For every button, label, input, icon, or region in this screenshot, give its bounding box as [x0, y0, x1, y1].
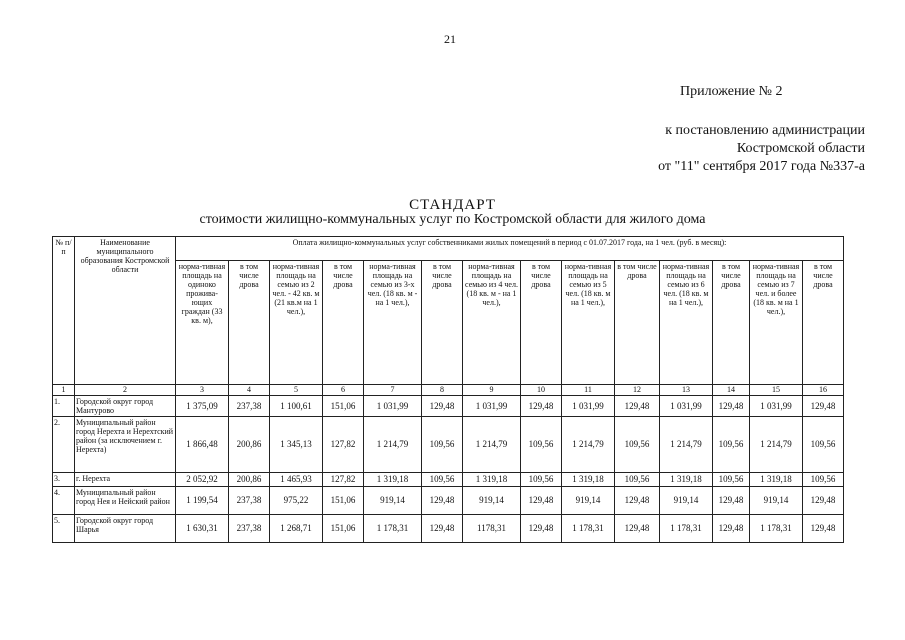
- subheader-cell: в том числе дрова: [521, 261, 562, 385]
- subheader-cell: норма-тивная площадь на семью из 7 чел. и более (18 кв. м на 1 чел.),: [750, 261, 803, 385]
- value-cell: 129,48: [713, 396, 750, 417]
- value-cell: 1 214,79: [364, 417, 422, 473]
- value-cell: 1 100,61: [270, 396, 323, 417]
- subheader-cell: норма-тивная площадь на одиноко прожива-ющих граждан (33 кв. м),: [176, 261, 229, 385]
- document-subtitle: стоимости жилищно-коммунальных услуг по Костромской области для жилого дома: [199, 212, 706, 227]
- value-cell: 129,48: [615, 515, 660, 543]
- value-cell: 237,38: [229, 487, 270, 515]
- row-number: 2.: [53, 417, 75, 473]
- value-cell: 1 866,48: [176, 417, 229, 473]
- row-number: 5.: [53, 515, 75, 543]
- value-cell: 1178,31: [463, 515, 521, 543]
- value-cell: 151,06: [323, 487, 364, 515]
- subheader-cell: норма-тивная площадь на семью из 5 чел. (18 кв. м на 1 чел.),: [562, 261, 615, 385]
- value-cell: 109,56: [803, 417, 844, 473]
- value-cell: 919,14: [660, 487, 713, 515]
- row-number: 3.: [53, 473, 75, 487]
- table-row: [53, 417, 844, 473]
- value-cell: 1 630,31: [176, 515, 229, 543]
- page-number: 21: [444, 32, 456, 46]
- municipality-name: Муниципальный район город Нерехта и Нерехтский район (за исключением г. Нерехта): [75, 417, 176, 473]
- subheader-cell: норма-тивная площадь на семью из 2 чел. - 42 кв. м (21 кв.м на 1 чел.),: [270, 261, 323, 385]
- value-cell: 151,06: [323, 396, 364, 417]
- value-cell: 129,48: [803, 515, 844, 543]
- subheader-cell: норма-тивная площадь на семью из 4 чел. (18 кв. м - на 1 чел.),: [463, 261, 521, 385]
- value-cell: 127,82: [323, 417, 364, 473]
- value-cell: 1 319,18: [562, 473, 615, 487]
- subheader-cell: в том числе дрова: [713, 261, 750, 385]
- value-cell: 109,56: [615, 473, 660, 487]
- column-number-cell: 9: [463, 385, 521, 396]
- table-row: [53, 473, 844, 487]
- value-cell: 1 031,99: [750, 396, 803, 417]
- table-row: [53, 396, 844, 417]
- row-number: 1.: [53, 396, 75, 417]
- table-row: [53, 487, 844, 515]
- value-cell: 1 214,79: [562, 417, 615, 473]
- decree-line-2: Костромской области: [736, 141, 865, 156]
- value-cell: 2 052,92: [176, 473, 229, 487]
- value-cell: 129,48: [713, 515, 750, 543]
- column-number-cell: 2: [75, 385, 176, 396]
- value-cell: 1 178,31: [562, 515, 615, 543]
- row-number: 4.: [53, 487, 75, 515]
- appendix-heading: Приложение № 2: [680, 84, 783, 99]
- value-cell: 1 214,79: [750, 417, 803, 473]
- value-cell: 919,14: [463, 487, 521, 515]
- header-payment-period: Оплата жилищно-коммунальных услуг собственниками жилых помещений в период с 01.07.2017 года, на 1 чел. (руб. в месяц):: [176, 237, 844, 261]
- column-number-cell: 8: [422, 385, 463, 396]
- value-cell: 1 319,18: [750, 473, 803, 487]
- value-cell: 109,56: [521, 417, 562, 473]
- value-cell: 1 178,31: [364, 515, 422, 543]
- value-cell: 1 031,99: [364, 396, 422, 417]
- value-cell: 1 178,31: [750, 515, 803, 543]
- value-cell: 129,48: [422, 487, 463, 515]
- value-cell: 129,48: [521, 396, 562, 417]
- value-cell: 1 319,18: [364, 473, 422, 487]
- value-cell: 919,14: [562, 487, 615, 515]
- subheader-cell: норма-тивная площадь на семью из 3-х чел. (18 кв. м - на 1 чел.),: [364, 261, 422, 385]
- subheader-cell: в том числе дрова: [615, 261, 660, 385]
- column-number-cell: 7: [364, 385, 422, 396]
- decree-line-3: от "11" сентября 2017 года №337-а: [658, 159, 865, 174]
- value-cell: 1 199,54: [176, 487, 229, 515]
- value-cell: 1 319,18: [660, 473, 713, 487]
- column-number-cell: 15: [750, 385, 803, 396]
- column-number-cell: 10: [521, 385, 562, 396]
- cost-standard-table: [52, 236, 844, 543]
- municipality-name: Муниципальный район город Нея и Нейский район: [75, 487, 176, 515]
- value-cell: 109,56: [422, 473, 463, 487]
- decree-line-1: к постановлению администрации: [665, 123, 865, 138]
- column-number-cell: 4: [229, 385, 270, 396]
- column-number-cell: 14: [713, 385, 750, 396]
- value-cell: 200,86: [229, 473, 270, 487]
- subheader-cell: в том числе дрова: [422, 261, 463, 385]
- column-number-cell: 6: [323, 385, 364, 396]
- column-number-cell: 11: [562, 385, 615, 396]
- value-cell: 109,56: [803, 473, 844, 487]
- value-cell: 1 268,71: [270, 515, 323, 543]
- municipality-name: г. Нерехта: [75, 473, 176, 487]
- value-cell: 129,48: [615, 487, 660, 515]
- value-cell: 1 031,99: [562, 396, 615, 417]
- value-cell: 129,48: [521, 487, 562, 515]
- document-title: СТАНДАРТ: [409, 197, 496, 213]
- value-cell: 129,48: [713, 487, 750, 515]
- value-cell: 129,48: [803, 396, 844, 417]
- value-cell: 919,14: [750, 487, 803, 515]
- value-cell: 109,56: [615, 417, 660, 473]
- value-cell: 109,56: [521, 473, 562, 487]
- value-cell: 109,56: [713, 473, 750, 487]
- municipality-name: Городской округ город Мантурово: [75, 396, 176, 417]
- column-number-cell: 13: [660, 385, 713, 396]
- value-cell: 129,48: [422, 515, 463, 543]
- subheader-cell: в том числе дрова: [803, 261, 844, 385]
- decree-reference: [565, 122, 865, 176]
- value-cell: 1 178,31: [660, 515, 713, 543]
- column-number-cell: 16: [803, 385, 844, 396]
- value-cell: 1 214,79: [463, 417, 521, 473]
- column-number-cell: 1: [53, 385, 75, 396]
- value-cell: 129,48: [803, 487, 844, 515]
- value-cell: 200,86: [229, 417, 270, 473]
- subheader-cell: в том числе дрова: [229, 261, 270, 385]
- value-cell: 1 319,18: [463, 473, 521, 487]
- value-cell: 129,48: [615, 396, 660, 417]
- value-cell: 1 375,09: [176, 396, 229, 417]
- column-number-cell: 5: [270, 385, 323, 396]
- value-cell: 1 345,13: [270, 417, 323, 473]
- value-cell: 129,48: [521, 515, 562, 543]
- value-cell: 919,14: [364, 487, 422, 515]
- value-cell: 237,38: [229, 396, 270, 417]
- subheader-cell: норма-тивная площадь на семью из 6 чел. (18 кв. м на 1 чел.),: [660, 261, 713, 385]
- value-cell: 1 031,99: [660, 396, 713, 417]
- column-number-cell: 3: [176, 385, 229, 396]
- value-cell: 151,06: [323, 515, 364, 543]
- header-municipality: Наименование муниципального образования Костромской области: [75, 237, 176, 385]
- header-number: № п/п: [53, 237, 75, 385]
- municipality-name: Городской округ город Шарья: [75, 515, 176, 543]
- value-cell: 1 031,99: [463, 396, 521, 417]
- value-cell: 1 465,93: [270, 473, 323, 487]
- value-cell: 127,82: [323, 473, 364, 487]
- value-cell: 975,22: [270, 487, 323, 515]
- subheader-cell: в том числе дрова: [323, 261, 364, 385]
- column-number-cell: 12: [615, 385, 660, 396]
- value-cell: 109,56: [713, 417, 750, 473]
- value-cell: 237,38: [229, 515, 270, 543]
- value-cell: 1 214,79: [660, 417, 713, 473]
- table-row: [53, 515, 844, 543]
- value-cell: 109,56: [422, 417, 463, 473]
- value-cell: 129,48: [422, 396, 463, 417]
